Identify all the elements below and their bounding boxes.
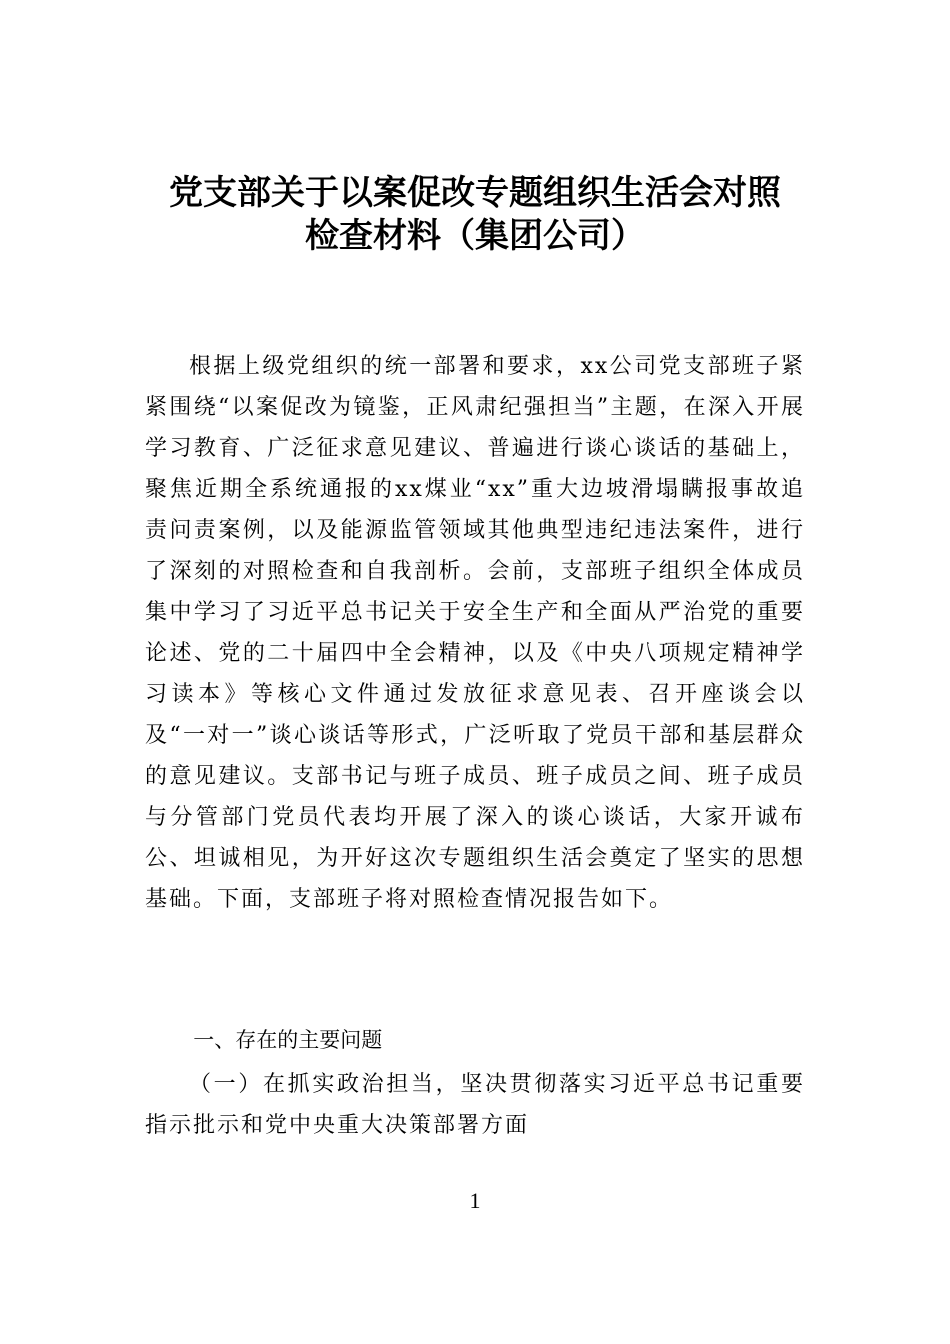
document-title-line-2: 检查材料（集团公司）: [305, 216, 645, 256]
page-number: 1: [469, 1188, 481, 1213]
intro-paragraph: 根据上级党组织的统一部署和要求，xx公司党支部班子紧紧围绕“以案促改为镜鉴，正风肃纪强担当”主题，在深入开展学习教育、广泛征求意见建议、普遍进行谈心谈话的基础上，聚焦近期全系统通报的xx煤业“xx”重大边坡滑塌瞒报事故追责问责案例，以及能源监管领域其他典型违纪违法案件，进行了深刻的对照检查和自我剖析。会前，支部班子组织全体成员集中学习了习近平总书记关于安全生产和全面从严治党的重要论述、党的二十届四中全会精神，以及《中央八项规定精神学习读本》等核心文件通过发放征求意见表、召开座谈会以及“一对一”谈心谈话等形式，广泛听取了党员干部和基层群众的意见建议。支部书记与班子成员、班子成员之间、班子成员与分管部门党员代表均开展了深入的谈心谈话，大家开诚布公、坦诚相见，为开好这次专题组织生活会奠定了坚实的思想基础。下面，支部班子将对照检查情况报告如下。: [145, 354, 805, 912]
document-title-line-1: 党支部关于以案促改专题组织生活会对照: [169, 173, 781, 213]
section-heading: 一、存在的主要问题: [193, 1028, 383, 1052]
subsection-heading: （一）在抓实政治担当，坚决贯彻落实习近平总书记重要指示批示和党中央重大决策部署方面: [145, 1072, 805, 1138]
